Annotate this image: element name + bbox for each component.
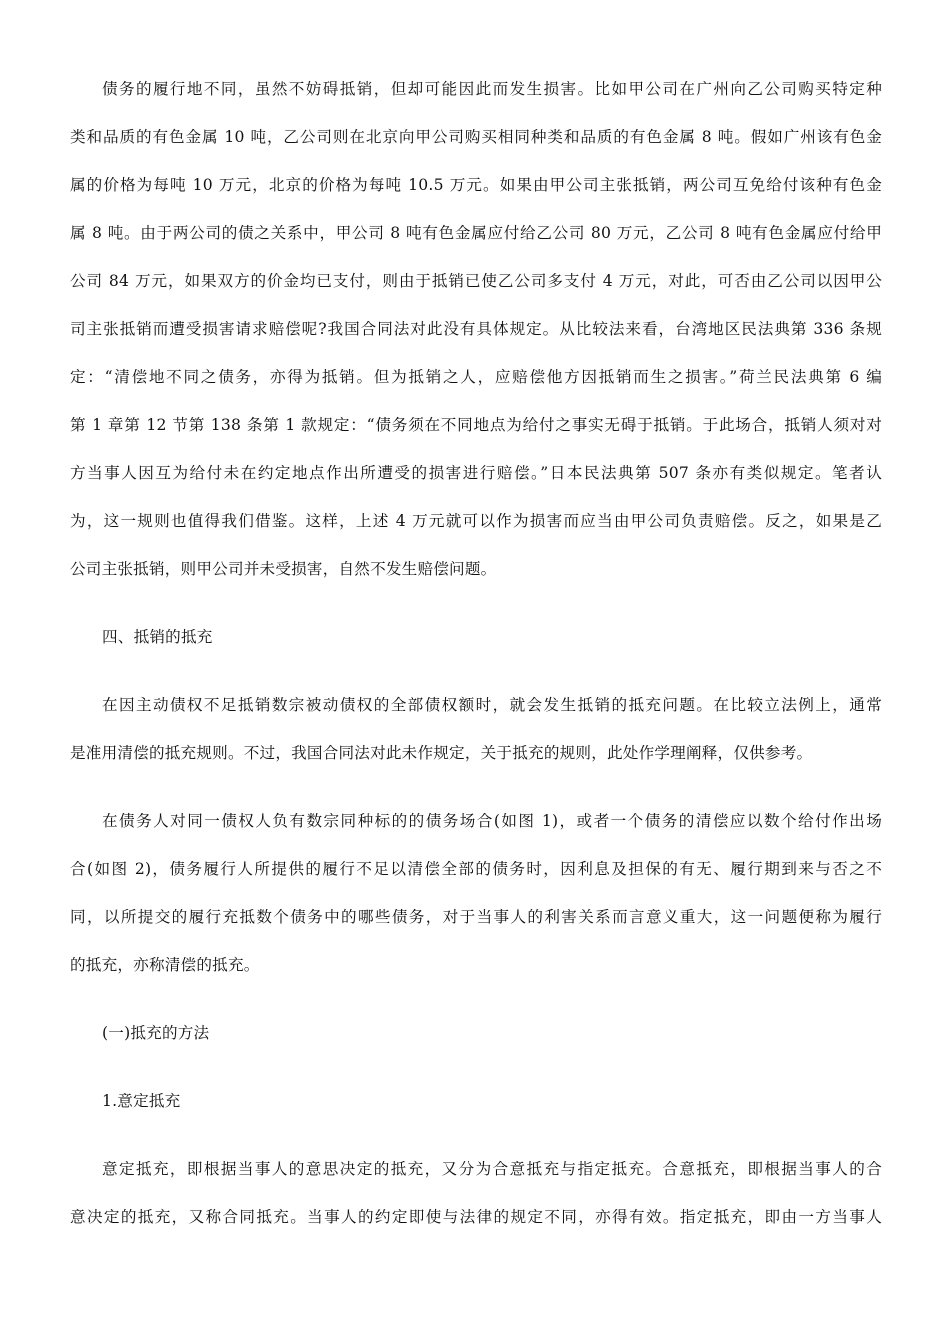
text-line: 在债务人对同一债权人负有数宗同种标的的债务场合(如图 1)，或者一个债务的清偿应以数个给付作出场 [102, 812, 882, 830]
text-line: 合(如图 2)，债务履行人所提供的履行不足以清偿全部的债务时，因利息及担保的有无、履行期到来与否之不 [70, 860, 882, 878]
text-line: 债务的履行地不同，虽然不妨碍抵销，但却可能因此而发生损害。比如甲公司在广州向乙公司购买特定种 [102, 80, 882, 98]
text-line: 的抵充，亦称清偿的抵充。 [70, 956, 260, 974]
text-line: 第 1 章第 12 节第 138 条第 1 款规定：“债务须在不同地点为给付之事实无碍于抵销。于此场合，抵销人须对对 [70, 416, 882, 434]
text-line: 属 8 吨。由于两公司的债之关系中，甲公司 8 吨有色金属应付给乙公司 80 万元，乙公司 8 吨有色金属应付给甲 [70, 224, 882, 242]
text-line: 是准用清偿的抵充规则。不过，我国合同法对此未作规定，关于抵充的规则，此处作学理阐释，仅供参考。 [70, 744, 813, 762]
text-line: 意决定的抵充，又称合同抵充。当事人的约定即使与法律的规定不同，亦得有效。指定抵充，即由一方当事人 [70, 1208, 882, 1226]
subsection-heading: 1.意定抵充 [102, 1092, 181, 1110]
text-line: 属的价格为每吨 10 万元，北京的价格为每吨 10.5 万元。如果由甲公司主张抵销，两公司互免给付该种有色金 [70, 176, 882, 194]
section-heading: 四、抵销的抵充 [102, 628, 213, 646]
text-line: 公司主张抵销，则甲公司并未受损害，自然不发生赔偿问题。 [70, 560, 497, 578]
text-line: 意定抵充，即根据当事人的意思决定的抵充，又分为合意抵充与指定抵充。合意抵充，即根据当事人的合 [102, 1160, 882, 1178]
text-line: 公司 84 万元，如果双方的价金均已支付，则由于抵销已使乙公司多支付 4 万元，对此，可否由乙公司以因甲公 [70, 272, 882, 290]
text-line: 为，这一规则也值得我们借鉴。这样，上述 4 万元就可以作为损害而应当由甲公司负责赔偿。反之，如果是乙 [70, 512, 882, 530]
subsection-heading: (一)抵充的方法 [102, 1024, 210, 1042]
text-line: 同，以所提交的履行充抵数个债务中的哪些债务，对于当事人的利害关系而言意义重大，这一问题便称为履行 [70, 908, 882, 926]
text-line: 司主张抵销而遭受损害请求赔偿呢?我国合同法对此没有具体规定。从比较法来看，台湾地区民法典第 336 条规 [70, 320, 882, 338]
text-line: 在因主动债权不足抵销数宗被动债权的全部债权额时，就会发生抵销的抵充问题。在比较立法例上，通常 [102, 696, 882, 714]
text-line: 定：“清偿地不同之债务，亦得为抵销。但为抵销之人，应赔偿他方因抵销而生之损害。”荷兰民法典第 6 编 [70, 368, 882, 386]
text-line: 方当事人因互为给付未在约定地点作出所遭受的损害进行赔偿。”日本民法典第 507 条亦有类似规定。笔者认 [70, 464, 882, 482]
text-line: 类和品质的有色金属 10 吨，乙公司则在北京向甲公司购买相同种类和品质的有色金属 8 吨。假如广州该有色金 [70, 128, 882, 146]
